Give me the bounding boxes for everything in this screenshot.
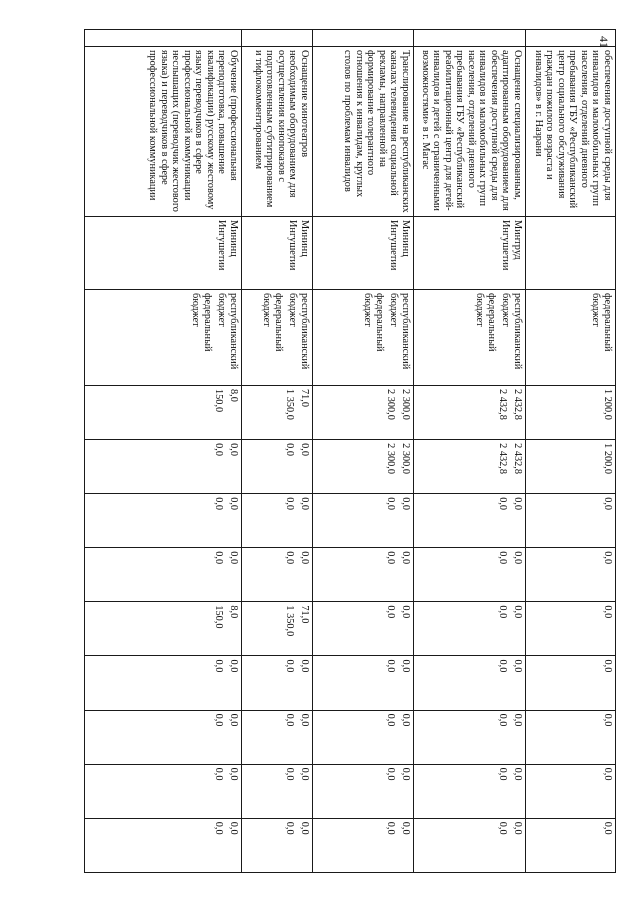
amount-value: 0,0	[213, 659, 225, 673]
row-number-cell	[526, 30, 616, 47]
amount-value: 0,0	[497, 821, 509, 835]
funding-source-cell	[526, 290, 616, 386]
amount-cell	[526, 386, 616, 440]
amount-cell	[242, 764, 313, 818]
amount-value: 0,0	[299, 767, 310, 781]
amount-cell	[526, 710, 616, 764]
amount-value: 0,0	[284, 659, 296, 673]
funding-source-cell	[85, 290, 242, 386]
activity-cell: обеспечения доступной среды для инвалидов и маломобильных групп населения, отделений дневного пребывания ГБУ «Республиканский центр социального обслуживания граждан пожилого возраста и инвалидов» в г. Назрани	[526, 47, 616, 217]
amount-value: 1 200,0	[602, 443, 613, 474]
executor-cell: Минтруд Ингушетии	[414, 217, 526, 290]
amount-cell	[313, 764, 414, 818]
activity-cell: Обучение (профессиональная переподготовка, повышение квалификации) русскому жестовому языку переводчиков в сфере профессиональной коммуникации неслышащих (переводчик жестового языка) и переводчиков в сфере профессиональной коммуникации	[85, 47, 242, 217]
amount-cell	[414, 494, 526, 548]
amount-value: 0,0	[512, 713, 523, 727]
executor-cell: Мининц Ингушетии	[242, 217, 313, 290]
amount-cell	[242, 710, 313, 764]
amount-cell	[85, 764, 242, 818]
activity-cell: Оснащение кинотеатров необходимым оборудованием для осуществления кинопоказов с подготовленным субтитрированием и тифлокомментированием	[242, 47, 313, 217]
amount-value: 0,0	[284, 551, 296, 565]
amount-value: 0,0	[400, 605, 411, 619]
row-number-cell	[242, 30, 313, 47]
amount-value: 0,0	[385, 713, 397, 727]
amount-value: 150,0	[213, 605, 225, 629]
funding-source-label: федеральный бюджет	[362, 293, 385, 352]
amount-value: 2 300,0	[385, 443, 397, 474]
amount-value: 0,0	[228, 767, 239, 781]
funding-source-cell	[242, 290, 313, 386]
amount-value: 0,0	[284, 821, 296, 835]
amount-cell	[85, 440, 242, 494]
amount-value: 0,0	[299, 497, 310, 511]
amount-value: 0,0	[213, 497, 225, 511]
row-number-cell	[85, 30, 242, 47]
executor-cell: Мининц Ингушетии	[313, 217, 414, 290]
amount-value: 71,0	[299, 605, 310, 624]
amount-cell	[313, 386, 414, 440]
amount-cell	[526, 440, 616, 494]
table-row	[85, 30, 242, 873]
amount-value: 0,0	[213, 713, 225, 727]
amount-value: 150,0	[213, 389, 225, 413]
amount-value: 2 300,0	[400, 389, 411, 420]
amount-value: 0,0	[385, 821, 397, 835]
row-number-cell	[414, 30, 526, 47]
funding-source-cell	[414, 290, 526, 386]
executor-cell	[526, 217, 616, 290]
amount-cell	[526, 764, 616, 818]
amount-cell	[313, 818, 414, 872]
amount-value: 0,0	[512, 497, 523, 511]
amount-value: 0,0	[385, 497, 397, 511]
amount-value: 2 432,8	[497, 389, 509, 420]
amount-cell	[242, 440, 313, 494]
amount-value: 0,0	[299, 659, 310, 673]
executor-cell: Мининц Ингушетии	[85, 217, 242, 290]
funding-source-label: республиканский бюджет	[500, 293, 523, 370]
amount-value: 0,0	[400, 551, 411, 565]
amount-cell	[242, 548, 313, 602]
amount-value: 0,0	[400, 659, 411, 673]
amount-value: 0,0	[228, 659, 239, 673]
program-activities-table	[84, 29, 616, 873]
amount-value: 0,0	[602, 821, 613, 835]
amount-cell	[85, 386, 242, 440]
amount-value: 0,0	[385, 605, 397, 619]
table-row	[242, 30, 313, 873]
amount-value: 8,0	[228, 605, 239, 619]
amount-value: 0,0	[497, 767, 509, 781]
funding-source-label: федеральный бюджет	[590, 293, 613, 352]
amount-value: 0,0	[497, 497, 509, 511]
amount-value: 0,0	[512, 605, 523, 619]
amount-value: 0,0	[497, 551, 509, 565]
amount-cell	[313, 494, 414, 548]
funding-source-cell	[313, 290, 414, 386]
activity-cell: Оснащение специализированным, адаптированным оборудованием для обеспечения доступной среды для инвалидов и маломобильных групп населения, отделений дневного пребывания ГБУ «Республиканский реабилитационный центр для детей-инвалидов и детей с ограниченными возможностями» в г. Магас	[414, 47, 526, 217]
amount-value: 0,0	[228, 821, 239, 835]
amount-value: 0,0	[512, 551, 523, 565]
amount-value: 0,0	[602, 551, 613, 565]
amount-cell	[414, 818, 526, 872]
amount-cell	[85, 602, 242, 656]
amount-value: 0,0	[497, 713, 509, 727]
amount-value: 0,0	[299, 713, 310, 727]
amount-cell	[414, 386, 526, 440]
amount-value: 0,0	[400, 767, 411, 781]
amount-value: 0,0	[497, 605, 509, 619]
amount-cell	[85, 710, 242, 764]
amount-value: 71,0	[299, 389, 310, 408]
amount-cell	[242, 818, 313, 872]
amount-cell	[526, 602, 616, 656]
amount-value: 0,0	[299, 821, 310, 835]
amount-cell	[85, 818, 242, 872]
amount-cell	[313, 602, 414, 656]
amount-value: 0,0	[602, 659, 613, 673]
amount-cell	[85, 548, 242, 602]
amount-value: 0,0	[228, 443, 239, 456]
amount-value: 0,0	[228, 551, 239, 565]
amount-cell	[526, 656, 616, 710]
funding-source-label: республиканский бюджет	[216, 293, 239, 370]
table-body	[85, 30, 616, 873]
amount-value: 2 432,8	[512, 389, 523, 420]
amount-value: 0,0	[602, 767, 613, 781]
amount-value: 0,0	[497, 659, 509, 673]
amount-cell	[85, 494, 242, 548]
amount-cell	[242, 494, 313, 548]
amount-value: 0,0	[284, 713, 296, 727]
amount-value: 2 432,8	[497, 443, 509, 474]
amount-cell	[414, 440, 526, 494]
amount-value: 0,0	[299, 443, 310, 456]
amount-value: 2 300,0	[385, 389, 397, 420]
amount-value: 0,0	[284, 443, 296, 456]
amount-value: 0,0	[213, 821, 225, 835]
funding-source-label: федеральный бюджет	[474, 293, 497, 352]
table-row	[414, 30, 526, 873]
table-row	[526, 30, 616, 873]
amount-value: 0,0	[512, 767, 523, 781]
amount-cell	[313, 710, 414, 764]
amount-value: 0,0	[284, 497, 296, 511]
amount-value: 0,0	[400, 713, 411, 727]
activity-cell: Транслирование на республиканских каналах телевидения социальной рекламы, направленной на формирование толерантного отношения к инвалидам, круглых столов по проблемам инвалидов	[313, 47, 414, 217]
amount-value: 0,0	[400, 497, 411, 511]
amount-value: 0,0	[213, 443, 225, 456]
amount-value: 0,0	[400, 821, 411, 835]
funding-source-label: федеральный бюджет	[261, 293, 284, 352]
amount-value: 0,0	[213, 767, 225, 781]
amount-cell	[414, 548, 526, 602]
funding-source-label: федеральный бюджет	[190, 293, 213, 352]
amount-cell	[414, 602, 526, 656]
amount-value: 8,0	[228, 389, 239, 402]
amount-cell	[414, 656, 526, 710]
amount-value: 1 200,0	[602, 389, 613, 420]
amount-value: 0,0	[228, 713, 239, 727]
amount-value: 0,0	[385, 767, 397, 781]
amount-value: 0,0	[385, 659, 397, 673]
page-number: 41	[597, 36, 611, 48]
amount-value: 0,0	[228, 497, 239, 511]
amount-cell	[414, 764, 526, 818]
amount-value: 2 300,0	[400, 443, 411, 474]
amount-cell	[526, 494, 616, 548]
amount-value: 0,0	[602, 497, 613, 511]
amount-value: 0,0	[512, 659, 523, 673]
amount-value: 0,0	[213, 551, 225, 565]
amount-value: 2 432,8	[512, 443, 523, 474]
funding-source-label: республиканский бюджет	[388, 293, 411, 370]
amount-value: 0,0	[512, 821, 523, 835]
amount-value: 1 350,0	[284, 605, 296, 637]
amount-value: 0,0	[299, 551, 310, 565]
amount-cell	[85, 656, 242, 710]
amount-cell	[313, 440, 414, 494]
amount-cell	[414, 710, 526, 764]
amount-cell	[242, 602, 313, 656]
amount-value: 0,0	[284, 767, 296, 781]
amount-value: 1 350,0	[284, 389, 296, 420]
amount-cell	[242, 386, 313, 440]
amount-cell	[526, 548, 616, 602]
amount-cell	[313, 656, 414, 710]
amount-value: 0,0	[602, 605, 613, 619]
amount-cell	[526, 818, 616, 872]
rotated-page-content	[77, 29, 616, 872]
amount-cell	[242, 656, 313, 710]
funding-source-label: республиканский бюджет	[287, 293, 310, 370]
amount-cell	[313, 548, 414, 602]
table-row	[313, 30, 414, 873]
amount-value: 0,0	[385, 551, 397, 565]
row-number-cell	[313, 30, 414, 47]
amount-value: 0,0	[602, 713, 613, 727]
